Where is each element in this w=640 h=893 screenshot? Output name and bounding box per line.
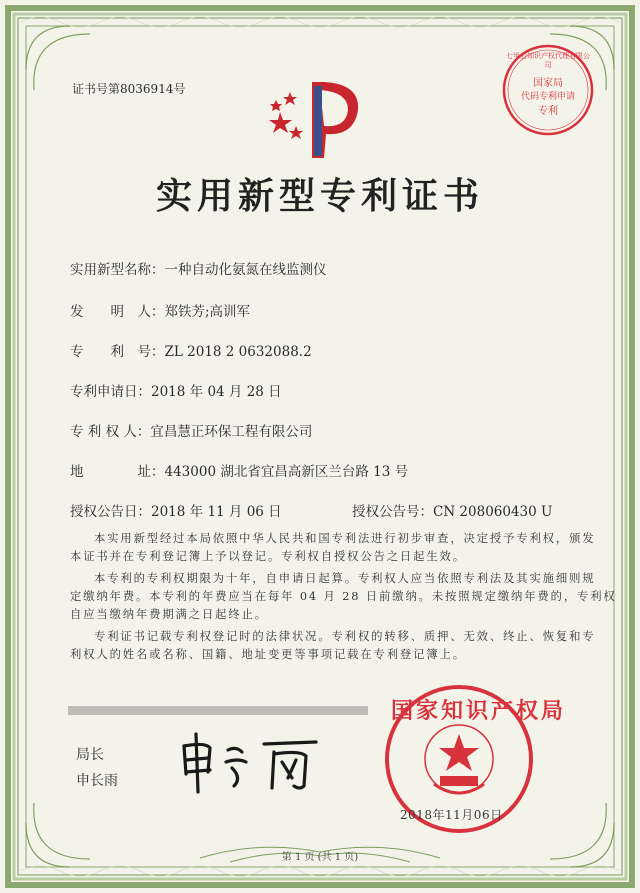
- paragraph-grant: [70, 530, 596, 566]
- director-name: 申长雨: [76, 773, 118, 789]
- paragraph-line: 本专利的专利权期限为十年，自申请日起算。专利权人应当依照专利法及其实施细则规: [94, 572, 596, 585]
- paragraph-line: 本证书并在专利登记簿上予以登记。专利权自授权公告之日起生效。: [70, 550, 466, 563]
- paragraph-term: [70, 570, 617, 624]
- field-label: 专 利 权 人：: [70, 424, 151, 440]
- agency-stamp-line: 国家局: [533, 78, 563, 89]
- paragraph-register: [70, 628, 596, 664]
- cnipa-logo-icon: [268, 70, 368, 160]
- field-label: 地 址：: [70, 464, 165, 480]
- grant-number: [352, 500, 552, 520]
- agency-stamp-line: 代码专利申请: [520, 92, 575, 102]
- seal-date: 2018年11月06日: [400, 808, 503, 822]
- cert-no-label: 证书号第: [72, 82, 121, 96]
- certificate-number: [72, 80, 185, 97]
- field-label: 实用新型名称：: [70, 262, 165, 278]
- field-row-patentee: [70, 420, 312, 440]
- grant-date-value: 2018 年 11 月 06 日: [151, 504, 282, 520]
- paragraph-line: 本实用新型经过本局依照中华人民共和国专利法进行初步审查，决定授予专利权，颁发: [94, 532, 596, 545]
- grant-no-label: 授权公告号：: [352, 504, 433, 520]
- cert-no-suffix: 号: [173, 82, 186, 96]
- field-row-name: [70, 258, 327, 278]
- grant-date: [70, 500, 282, 520]
- paragraph-line: 专利证书记载专利权登记时的法律状况。专利权的转移、质押、无效、终止、恢复和专: [94, 630, 596, 643]
- field-label: 发 明 人：: [70, 304, 165, 320]
- field-label: 专利申请日：: [70, 384, 151, 400]
- seal-text: 国家知识产权局: [391, 698, 567, 724]
- field-row-patent-no: [70, 340, 312, 360]
- paragraph-line: 自应当缴纳年费期满之日起终止。: [70, 608, 268, 621]
- field-value: 2018 年 04 月 28 日: [151, 384, 282, 400]
- paragraph-line: 利权人的姓名或名称、国籍、地址变更等事项记载在专利登记簿上。: [70, 648, 466, 661]
- cert-no-value: 8036914: [120, 82, 174, 96]
- field-label: 专 利 号：: [70, 344, 165, 360]
- agency-stamp-line: 七甲公知识产权代理有限公司: [506, 52, 590, 69]
- grant-no-value: CN 208060430 U: [433, 504, 553, 520]
- agency-stamp-line: 专利: [538, 106, 558, 117]
- field-row-inventor: [70, 300, 250, 320]
- field-value: 郑铁芳;高训军: [164, 304, 251, 320]
- field-row-filing-date: [70, 380, 282, 400]
- agency-stamp: [505, 48, 591, 134]
- field-row-address: [70, 460, 408, 480]
- paragraph-line: 定缴纳年费。本专利的年费应当在每年 04 月 28 日前缴纳。未按照规定缴纳年费的，专利权: [70, 590, 617, 603]
- field-value: 一种自动化氨氮在线监测仪: [164, 262, 327, 278]
- director-title: 局长: [76, 747, 104, 763]
- field-value: 443000 湖北省宜昌高新区兰台路 13 号: [164, 464, 409, 480]
- field-value: 宜昌慧正环保工程有限公司: [150, 424, 313, 440]
- director-signature-icon: [176, 728, 326, 798]
- page-footer: 第 1 页 (共 1 页): [281, 852, 359, 863]
- grant-date-label: 授权公告日：: [70, 504, 151, 520]
- certificate-title: 实用新型专利证书: [155, 175, 484, 217]
- field-value: ZL 2018 2 0632088.2: [164, 344, 312, 360]
